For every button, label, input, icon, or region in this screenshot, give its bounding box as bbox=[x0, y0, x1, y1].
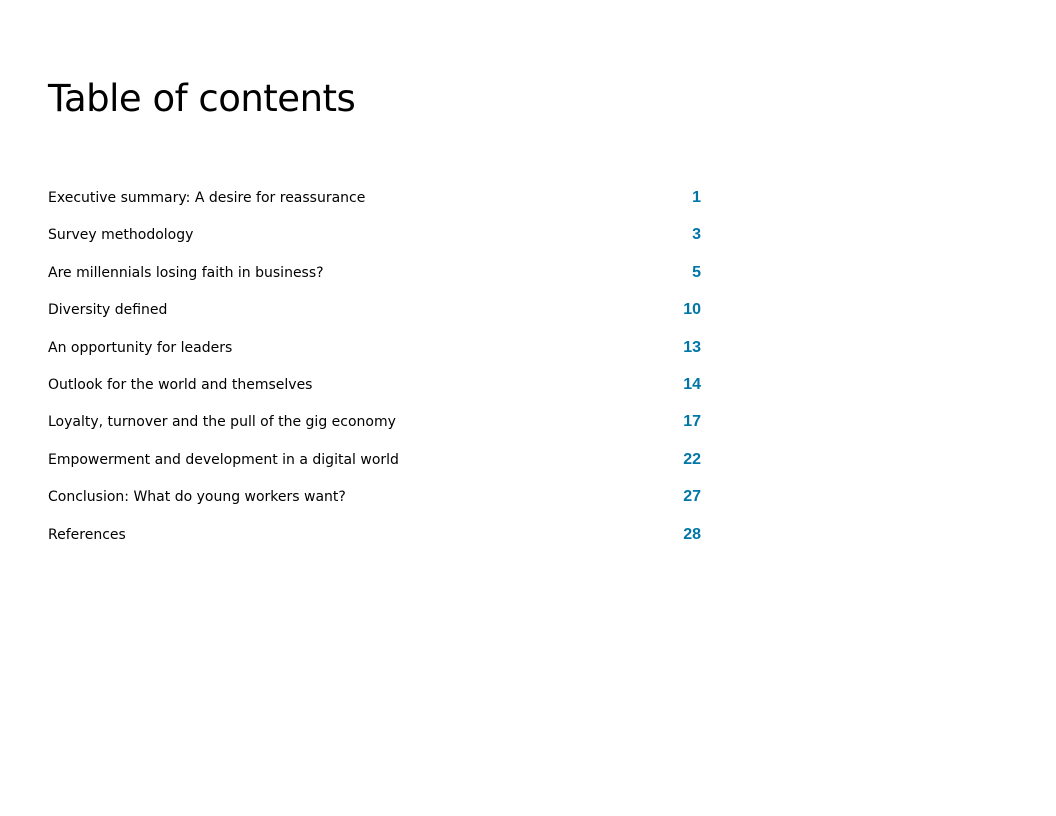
toc-entry[interactable] bbox=[48, 185, 704, 222]
toc-entry[interactable] bbox=[48, 297, 704, 334]
toc-entry[interactable] bbox=[48, 372, 704, 409]
toc-entry-title: Diversity defined bbox=[48, 302, 168, 319]
page-title: Table of contents bbox=[48, 77, 356, 120]
toc-page-number[interactable]: 14 bbox=[683, 375, 701, 393]
toc-page-number[interactable]: 28 bbox=[683, 525, 701, 543]
toc-entry-title: Outlook for the world and themselves bbox=[48, 376, 313, 393]
toc-entry[interactable] bbox=[48, 409, 704, 446]
toc-page-number[interactable]: 13 bbox=[683, 338, 701, 356]
toc-page-number[interactable]: 27 bbox=[683, 488, 701, 506]
toc-entry[interactable] bbox=[48, 522, 704, 559]
toc-page-number[interactable]: 3 bbox=[692, 226, 701, 244]
toc-entry[interactable] bbox=[48, 484, 704, 521]
toc-page-number[interactable]: 22 bbox=[683, 450, 701, 468]
toc-entry-title: Executive summary: A desire for reassurance bbox=[48, 190, 366, 206]
toc-entry-title: Loyalty, turnover and the pull of the gig economy bbox=[48, 414, 396, 431]
toc-entry-title: References bbox=[48, 526, 126, 543]
toc-list bbox=[48, 185, 704, 559]
toc-page-number[interactable]: 17 bbox=[683, 413, 701, 431]
toc-entry-title: Conclusion: What do young workers want? bbox=[48, 489, 346, 506]
toc-entry[interactable] bbox=[48, 260, 704, 297]
toc-page-number[interactable]: 10 bbox=[683, 301, 701, 319]
toc-entry-title: Are millennials losing faith in business? bbox=[48, 264, 324, 281]
toc-page-number[interactable]: 1 bbox=[692, 189, 701, 206]
toc-entry-title: Survey methodology bbox=[48, 227, 194, 244]
toc-entry-title: An opportunity for leaders bbox=[48, 339, 233, 356]
toc-entry-title: Empowerment and development in a digital world bbox=[48, 451, 399, 468]
toc-entry[interactable] bbox=[48, 222, 704, 259]
toc-entry[interactable] bbox=[48, 447, 704, 484]
toc-page-number[interactable]: 5 bbox=[692, 263, 701, 281]
toc-entry[interactable] bbox=[48, 335, 704, 372]
